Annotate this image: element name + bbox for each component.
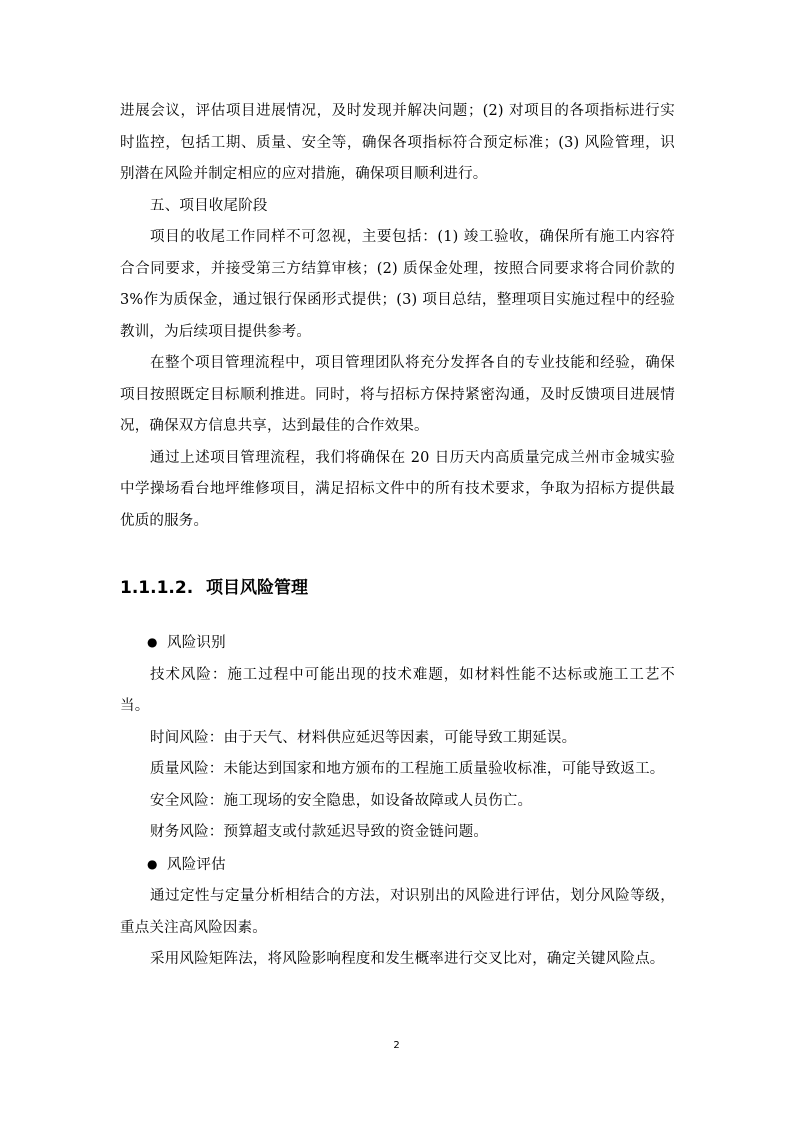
heading-text: 项目风险管理 (206, 578, 308, 598)
risk-time: 时间风险：由于天气、材料供应延迟等因素，可能导致工期延误。 (150, 729, 577, 746)
risk-safety: 安全风险：施工现场的安全隐患，如设备故障或人员伤亡。 (150, 792, 533, 809)
bullet-label: 风险评估 (167, 856, 226, 873)
section-heading-risk-management (120, 573, 675, 603)
paragraph-commitment: 通过上述项目管理流程，我们将确保在 20 日历天内高质量完成兰州市金城实验中学操场看台地坪维修项目，满足招标文件中的所有技术要求，争取为招标方提供最优质的服务。 (120, 449, 675, 529)
heading-number: 1.1.1.2. (120, 578, 194, 598)
bullet-risk-identification (147, 627, 675, 660)
paragraph-assessment-method: 通过定性与定量分析相结合的方法，对识别出的风险进行评估，划分风险等级，重点关注高风险因素。 (120, 888, 675, 936)
section-five-title: 五、项目收尾阶段 (150, 197, 268, 214)
page-number: 2 (393, 1040, 400, 1051)
paragraph-monitoring: 进展会议，评估项目进展情况，及时发现并解决问题；(2) 对项目的各项指标进行实时监控，包括工期、质量、安全等，确保各项指标符合预定标准；(3) 风险管理，识别潜在风险并制定相应的应对措施，确保项目顺利进行。 (120, 103, 675, 182)
paragraph-risk-matrix: 采用风险矩阵法，将风险影响程度和发生概率进行交叉比对，确定关键风险点。 (150, 951, 665, 967)
bullet-icon: ● (147, 635, 158, 649)
paragraph-team: 在整个项目管理流程中，项目管理团队将充分发挥各自的专业技能和经验，确保项目按照既定目标顺利推进。同时，将与招标方保持紧密沟通，及时反馈项目进展情况，确保双方信息共享，达到最佳的合作效果。 (120, 355, 675, 434)
risk-financial: 财务风险：预算超支或付款延迟导致的资金链问题。 (150, 824, 489, 840)
page-content (120, 96, 675, 976)
risk-technical: 技术风险：施工过程中可能出现的技术难题，如材料性能不达标或施工工艺不当。 (120, 666, 675, 714)
bullet-label: 风险识别 (167, 635, 226, 651)
paragraph-closing-work: 项目的收尾工作同样不可忽视，主要包括：(1) 竣工验收，确保所有施工内容符合合同要求，并接受第三方结算审核；(2) 质保金处理，按照合同要求将合同价款的 3%作为质保金，通过银行保函形式提供；(3) 项目总结，整理项目实施过程中的经验教训，为后续项目提供参考。 (120, 229, 675, 340)
bullet-icon: ● (147, 856, 158, 871)
bullet-risk-assessment (147, 849, 675, 882)
risk-quality: 质量风险：未能达到国家和地方颁布的工程施工质量验收标准，可能导致返工。 (150, 761, 665, 777)
